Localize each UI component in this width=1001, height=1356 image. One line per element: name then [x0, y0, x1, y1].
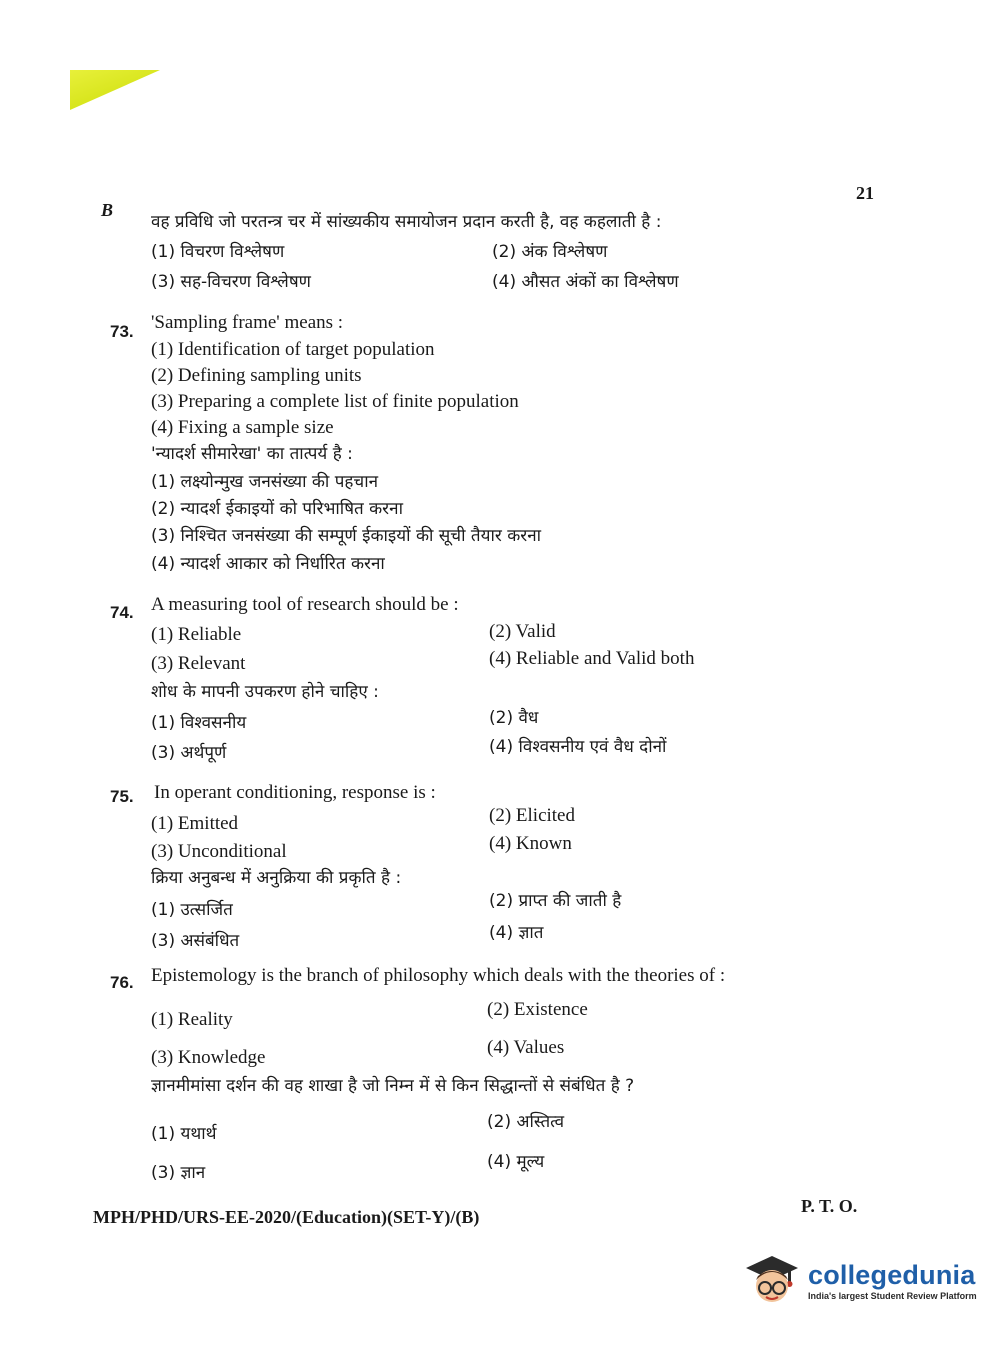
q76-hindi-stem: ज्ञानमीमांसा दर्शन की वह शाखा है जो निम्न में से किन सिद्धान्तों से संबंधित है ? — [151, 1076, 635, 1096]
set-letter: B — [101, 200, 114, 220]
q75-hindi-option: (4) ज्ञात — [489, 923, 544, 943]
q72-hindi-stem: वह प्रविधि जो परतन्त्र चर में सांख्यकीय समायोजन प्रदान करती है, वह कहलाती है : — [151, 212, 662, 232]
q76-stem: Epistemology is the branch of philosophy which deals with the theories of : — [151, 965, 726, 986]
q76-hindi-option: (2) अस्तित्व — [487, 1112, 565, 1132]
q74-hindi-option: (3) अर्थपूर्ण — [151, 743, 227, 763]
q76-number: 76. — [110, 973, 134, 992]
q72-hindi-option: (2) अंक विश्लेषण — [492, 242, 608, 262]
q73-option: (1) Identification of target population — [151, 339, 435, 360]
q74-hindi-stem: शोध के मापनी उपकरण होने चाहिए : — [151, 682, 379, 702]
q76-hindi-option: (3) ज्ञान — [151, 1163, 206, 1183]
q74-option: (4) Reliable and Valid both — [489, 648, 695, 669]
q75-number: 75. — [110, 787, 134, 806]
q76-hindi-option: (1) यथार्थ — [151, 1124, 217, 1144]
paper-code: MPH/PHD/URS-EE-2020/(Education)(SET-Y)/(B) — [93, 1207, 480, 1227]
q75-hindi-option: (3) असंबंधित — [151, 931, 240, 951]
collegedunia-watermark — [742, 1250, 977, 1310]
q75-option: (2) Elicited — [489, 805, 575, 826]
q73-hindi-option: (2) न्यादर्श ईकाइयों को परिभाषित करना — [151, 499, 403, 519]
q73-stem: 'Sampling frame' means : — [151, 312, 344, 333]
q72-hindi-option: (4) औसत अंकों का विश्लेषण — [492, 272, 679, 292]
q73-option: (3) Preparing a complete list of finite population — [151, 391, 519, 412]
q76-option: (1) Reality — [151, 1009, 233, 1030]
q76-hindi-option: (4) मूल्य — [487, 1152, 545, 1172]
q75-option: (3) Unconditional — [151, 841, 287, 862]
q73-option: (4) Fixing a sample size — [151, 417, 334, 438]
collegedunia-tagline: India's largest Student Review Platform — [808, 1290, 977, 1301]
q73-hindi-option: (4) न्यादर्श आकार को निर्धारित करना — [151, 554, 385, 574]
q74-hindi-option: (2) वैध — [489, 708, 539, 728]
q75-hindi-option: (1) उत्सर्जित — [151, 900, 233, 920]
q73-hindi-option: (3) निश्चित जनसंख्या की सम्पूर्ण ईकाइयों की सूची तैयार करना — [151, 526, 542, 546]
q75-option: (4) Known — [489, 833, 572, 854]
q74-hindi-option: (1) विश्वसनीय — [151, 713, 247, 733]
q74-option: (1) Reliable — [151, 624, 242, 645]
q74-hindi-option: (4) विश्वसनीय एवं वैध दोनों — [489, 737, 667, 757]
q72-hindi-option: (1) विचरण विश्लेषण — [151, 242, 285, 262]
q72-hindi-option: (3) सह-विचरण विश्लेषण — [151, 272, 311, 292]
q76-option: (4) Values — [487, 1037, 565, 1058]
q75-hindi-stem: क्रिया अनुबन्ध में अनुक्रिया की प्रकृति है : — [151, 868, 402, 888]
q73-option: (2) Defining sampling units — [151, 365, 362, 386]
q74-option: (3) Relevant — [151, 653, 246, 674]
q73-number: 73. — [110, 322, 134, 341]
q75-hindi-option: (2) प्राप्त की जाती है — [489, 891, 622, 911]
q73-hindi-option: (1) लक्ष्योन्मुख जनसंख्या की पहचान — [151, 472, 379, 492]
q75-option: (1) Emitted — [151, 813, 239, 834]
mascot-logo-icon — [742, 1250, 802, 1310]
collegedunia-brand-name: collegedunia — [808, 1259, 976, 1290]
q76-option: (2) Existence — [487, 999, 588, 1020]
pto-label: P. T. O. — [801, 1196, 858, 1216]
q74-option: (2) Valid — [489, 621, 556, 642]
corner-highlight-mark — [70, 70, 160, 110]
q76-option: (3) Knowledge — [151, 1047, 266, 1068]
page-number: 21 — [856, 183, 874, 203]
q75-stem: In operant conditioning, response is : — [154, 782, 436, 803]
q74-number: 74. — [110, 603, 134, 622]
q73-hindi-stem: 'न्यादर्श सीमारेखा' का तात्पर्य है : — [151, 444, 353, 464]
q74-stem: A measuring tool of research should be : — [151, 594, 459, 615]
